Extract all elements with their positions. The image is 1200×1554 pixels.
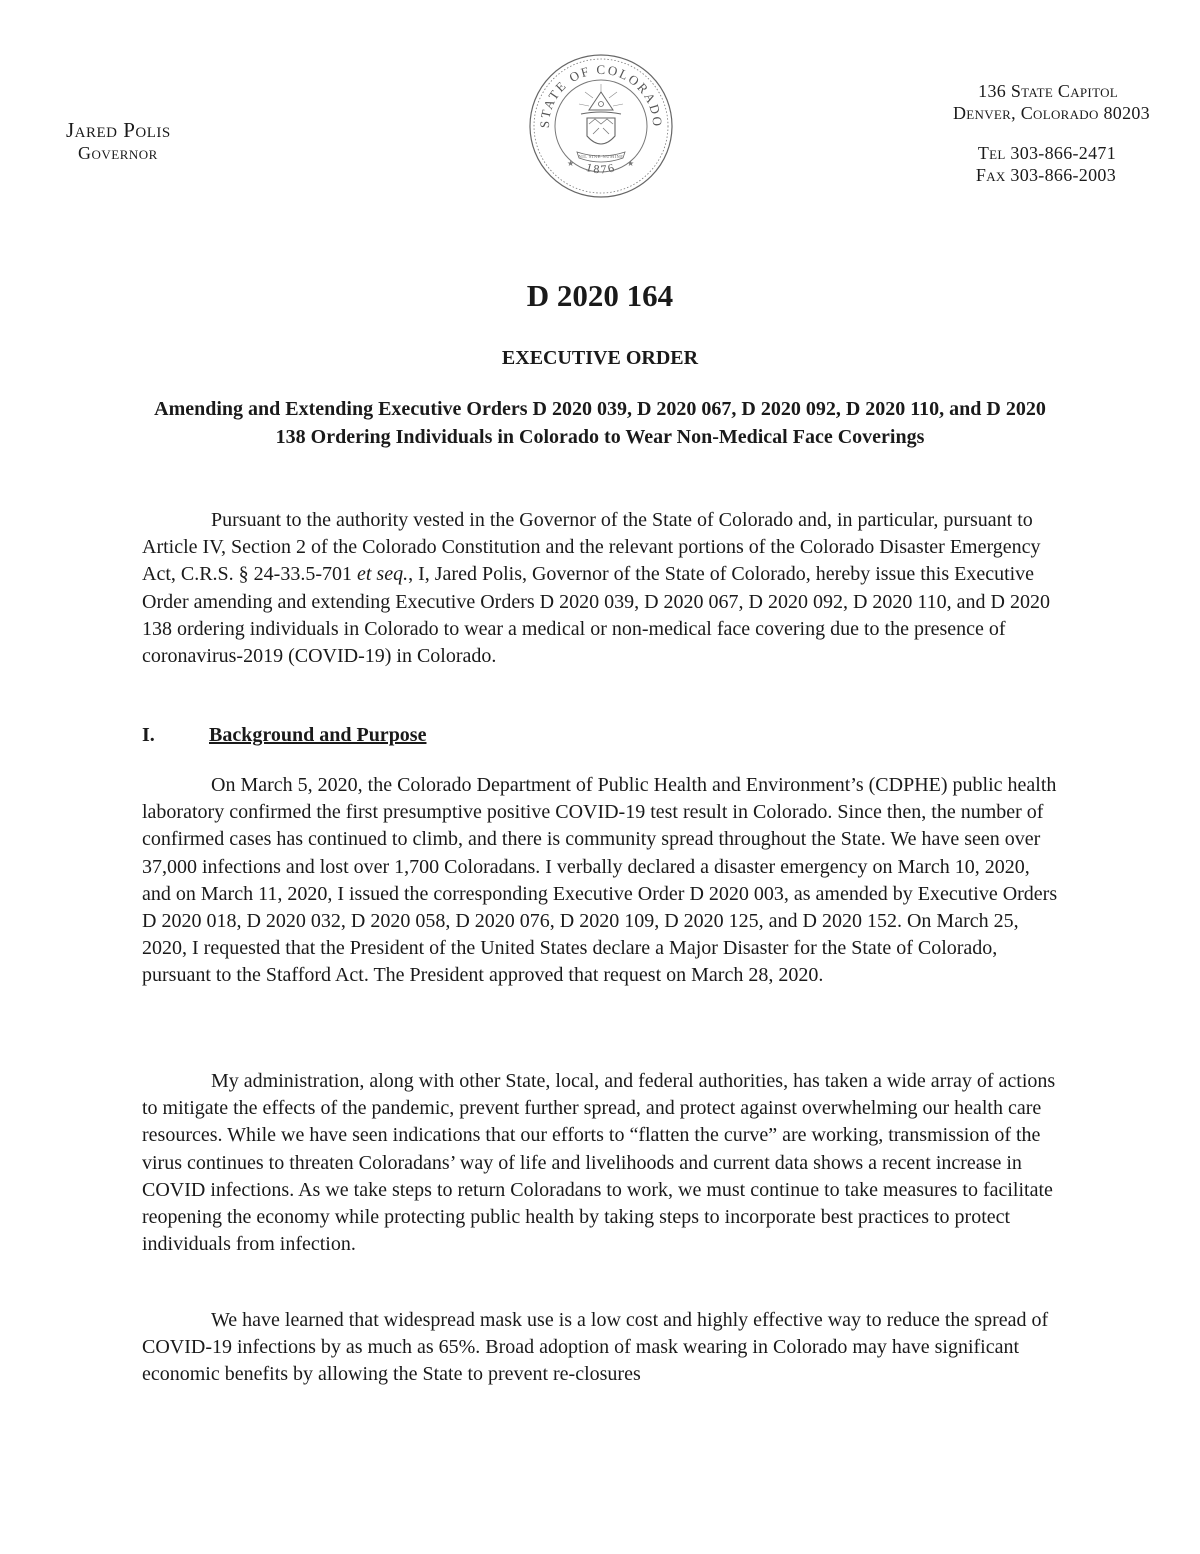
governor-title: Governor	[78, 143, 158, 163]
address-line-1: 136 State Capitol	[978, 81, 1118, 101]
italic-et-seq: et seq.	[357, 563, 409, 586]
document-number: D 2020 164	[526, 278, 674, 313]
section-heading	[142, 722, 426, 749]
document-title: Amending and Extending Executive Orders D 2020 039, D 2020 067, D 2020 092, D 2020 110, and D 2020 138 Ordering Individuals in Colorado to Wear Non-Medical Face Coverings	[154, 398, 1046, 448]
tel-number: Tel 303-866-2471	[977, 143, 1116, 163]
svg-text:STATE OF COLORADO: STATE OF COLORADO	[536, 61, 666, 129]
svg-text:★: ★	[567, 159, 575, 168]
phone-block	[953, 142, 1116, 186]
preamble-paragraph: Pursuant to the authority vested in the Governor of the State of Colorado and, in particular, pursuant to Article IV, Section 2 of the Colorado Constitution and the relevant portions of the Colorado Disaster Emergency Act, C.R.S. § 24-33.5-701 et seq., I, Jared Polis, Governor of the State of Colorado, hereby issue this Executive Order amending and extending Executive Orders D 2020 039, D 2020 067, D 2020 092, D 2020 110, and D 2020 138 ordering individuals in Colorado to wear a medical or non-medical face covering due to the presence of coronavirus-2019 (COVID-19) in Colorado.	[142, 509, 1050, 668]
section-number: I.	[142, 724, 155, 746]
svg-text:NIL SINE NUMINE: NIL SINE NUMINE	[578, 154, 624, 159]
letterhead-left	[66, 118, 171, 164]
state-seal-icon	[527, 52, 675, 200]
svg-text:★: ★	[627, 159, 635, 168]
letterhead-right	[953, 80, 1150, 186]
fax-number: Fax 303-866-2003	[975, 165, 1116, 185]
paragraph-background-1: On March 5, 2020, the Colorado Department of Public Health and Environment’s (CDPHE) public health laboratory confirmed the first presumptive positive COVID-19 test result in Colorado. Since then, the number of confirmed cases has continued to climb, and there is community spread throughout the State. We have seen over 37,000 infections and lost over 1,700 Coloradans. I verbally declared a disaster emergency on March 10, 2020, and on March 11, 2020, I issued the corresponding Executive Order D 2020 003, as amended by Executive Orders D 2020 018, D 2020 032, D 2020 058, D 2020 076, D 2020 109, D 2020 125, and D 2020 152. On March 25, 2020, I requested that the President of the United States declare a Major Disaster for the State of Colorado, pursuant to the Stafford Act. The President approved that request on March 28, 2020.	[142, 774, 1058, 987]
paragraph-background-2: My administration, along with other State, local, and federal authorities, has taken a wide array of actions to mitigate the effects of the pandemic, prevent further spread, and protect against overwhelming our health care resources. While we have seen indications that our efforts to “flatten the curve” are working, transmission of the virus continues to threaten Coloradans’ way of life and livelihoods and current data shows a recent increase in COVID infections. As we take steps to return Coloradans to work, we must continue to take measures to facilitate reopening the economy while protecting public health by taking steps to incorporate best practices to protect individuals from infection.	[142, 1070, 1056, 1256]
paragraph-background-3: We have learned that widespread mask use is a low cost and highly effective way to reduce the spread of COVID-19 infections by as much as 65%. Broad adoption of mask wearing in Colorado may have significant economic benefits by allowing the State to prevent re-closures	[142, 1309, 1049, 1386]
section-title: Background and Purpose	[209, 724, 427, 746]
governor-name: Jared Polis	[66, 118, 171, 142]
document-type: EXECUTIVE ORDER	[501, 347, 699, 369]
svg-text:1876: 1876	[584, 160, 618, 177]
address-line-2: Denver, Colorado 80203	[953, 103, 1150, 123]
